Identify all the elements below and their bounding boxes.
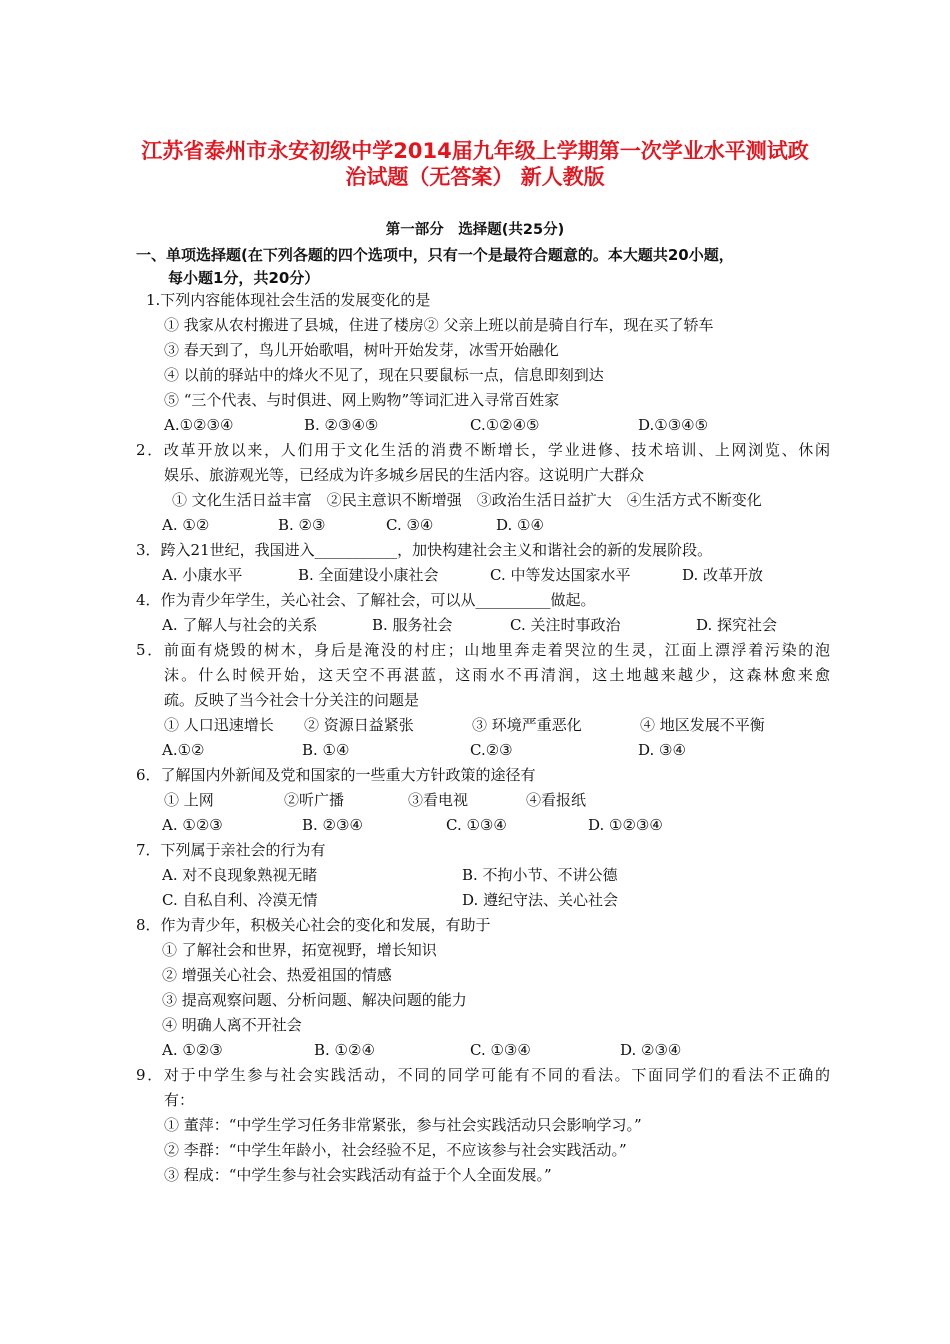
q6-option-c: C. ①③④ [446,816,507,834]
q1-item-1: ① 我家从农村搬进了县城，住进了楼房② 父亲上班以前是骑自行车，现在买了轿车 [164,316,714,334]
q2-option-b: B. ②③ [278,516,326,534]
section-heading-line-2: 每小题1分，共20分） [168,269,320,287]
q3-option-b: B. 全面建设小康社会 [298,566,439,584]
q6-item-2: ②听广播 [284,791,345,809]
q2-options [162,515,662,535]
q1-option-a: A.①②③④ [164,416,234,434]
q4-option-a: A. 了解人与社会的关系 [162,616,318,634]
q6-options [162,815,762,835]
q7-option-a: A. 对不良现象熟视无睹 [162,866,318,884]
q1-options [164,415,804,435]
q7-option-c: C. 自私自利、冷漠无情 [162,891,318,909]
q3-stem: 3．跨入21世纪，我国进入___________，加快构建社会主义和谐社会的新的发展阶段。 [136,541,713,559]
q9-item-2: ② 李群：“中学生年龄小，社会经验不足，不应该参与社会实践活动。” [164,1141,627,1159]
q8-option-b: B. ①②④ [314,1041,375,1059]
q6-item-1: ① 上网 [164,791,214,809]
q4-option-d: D. 探究社会 [696,616,778,634]
q1-item-4: ⑤ “三个代表、与时俱进、网上购物”等词汇进入寻常百姓家 [164,391,560,409]
q5-item-1: ① 人口迅速增长 [164,716,274,734]
q6-option-d: D. ①②③④ [588,816,663,834]
document-title-line-1: 江苏省泰州市永安初级中学2014届九年级上学期第一次学业水平测试政 [141,139,809,163]
q8-item-4: ④ 明确人离不开社会 [162,1016,302,1034]
q2-item-1: ① 文化生活日益丰富 ②民主意识不断增强 ③政治生活日益扩大 ④生活方式不断变化 [172,491,762,509]
q5-option-b: B. ①④ [302,741,350,759]
q1-item-3: ④ 以前的驿站中的烽火不见了，现在只要鼠标一点，信息即刻到达 [164,366,604,384]
q9-item-3: ③ 程成：“中学生参与社会实践活动有益于个人全面发展。” [164,1166,552,1184]
q6-option-b: B. ②③④ [302,816,363,834]
q8-stem: 8．作为青少年，积极关心社会的变化和发展，有助于 [136,916,491,934]
q6-option-a: A. ①②③ [162,816,223,834]
q6-item-4: ④看报纸 [526,791,587,809]
q3-options [162,565,802,585]
q5-option-d: D. ③④ [638,741,686,759]
q5-option-c: C.②③ [470,741,513,759]
q8-item-3: ③ 提高观察问题、分析问题、解决问题的能力 [162,991,467,1009]
q3-option-a: A. 小康水平 [162,566,243,584]
q6-item-3: ③看电视 [408,791,469,809]
q4-option-b: B. 服务社会 [372,616,453,634]
q7-option-b: B. 不拘小节、不讲公德 [462,866,618,884]
document-title-line-2: 治试题（无答案） 新人教版 [345,165,605,189]
q7-options-row-1 [162,865,682,885]
q5-stem-line-3: 疏。反映了当今社会十分关注的问题是 [164,691,420,709]
q4-stem: 4．作为青少年学生，关心社会、了解社会，可以从__________做起。 [136,591,596,609]
q1-stem: 1.下列内容能体现社会生活的发展变化的是 [146,291,431,309]
q2-stem-line-1: 2．改革开放以来，人们用于文化生活的消费不断增长，学业进修、技术培训、上网浏览、休闲 [136,441,830,459]
q8-options [162,1040,762,1060]
q5-options [162,740,802,760]
q9-item-1: ① 董萍：“中学生学习任务非常紧张，参与社会实践活动只会影响学习。” [164,1116,642,1134]
q2-option-c: C. ③④ [386,516,434,534]
q1-option-d: D.①③④⑤ [638,416,709,434]
q9-stem-line-2: 有： [164,1091,195,1109]
q7-options-row-2 [162,890,682,910]
q9-stem-line-1: 9．对于中学生参与社会实践活动，不同的同学可能有不同的看法。下面同学们的看法不正确的 [136,1066,830,1084]
part-heading: 第一部分 选择题(共25分) [385,222,565,238]
q3-option-c: C. 中等发达国家水平 [490,566,631,584]
q1-option-b: B. ②③④⑤ [304,416,379,434]
q5-item-4: ④ 地区发展不平衡 [640,716,765,734]
q7-stem: 7．下列属于亲社会的行为有 [136,841,326,859]
q5-items [164,715,804,735]
q7-option-d: D. 遵纪守法、关心社会 [462,891,619,909]
q5-item-2: ② 资源日益紧张 [304,716,414,734]
q5-stem-line-1: 5．前面有烧毁的树木，身后是淹没的村庄；山地里奔走着哭泣的生灵，江面上漂浮着污染的泡 [136,641,830,659]
q8-option-c: C. ①③④ [470,1041,531,1059]
section-heading-line-1: 一、单项选择题(在下列各题的四个选项中，只有一个是最符合题意的。本大题共20小题， [136,246,734,264]
q8-option-d: D. ②③④ [620,1041,682,1059]
q8-option-a: A. ①②③ [162,1041,223,1059]
q2-option-d: D. ①④ [496,516,544,534]
q1-item-2: ③ 春天到了，鸟儿开始歌唱，树叶开始发芽，冰雪开始融化 [164,341,559,359]
q5-item-3: ③ 环境严重恶化 [472,716,582,734]
q8-item-2: ② 增强关心社会、热爱祖国的情感 [162,966,392,984]
q3-option-d: D. 改革开放 [682,566,764,584]
q4-option-c: C. 关注时事政治 [510,616,621,634]
q8-item-1: ① 了解社会和世界，拓宽视野，增长知识 [162,941,437,959]
q6-items [164,790,664,810]
q5-option-a: A.①② [162,741,205,759]
q2-stem-line-2: 娱乐、旅游观光等，已经成为许多城乡居民的生活内容。这说明广大群众 [164,466,645,484]
q2-option-a: A. ①② [162,516,210,534]
q1-option-c: C.①②④⑤ [470,416,540,434]
q5-stem-line-2: 沫。什么时候开始，这天空不再湛蓝，这雨水不再清润，这土地越来越少，这森林愈来愈 [164,666,830,684]
q6-stem: 6．了解国内外新闻及党和国家的一些重大方针政策的途径有 [136,766,536,784]
q4-options [162,615,802,635]
